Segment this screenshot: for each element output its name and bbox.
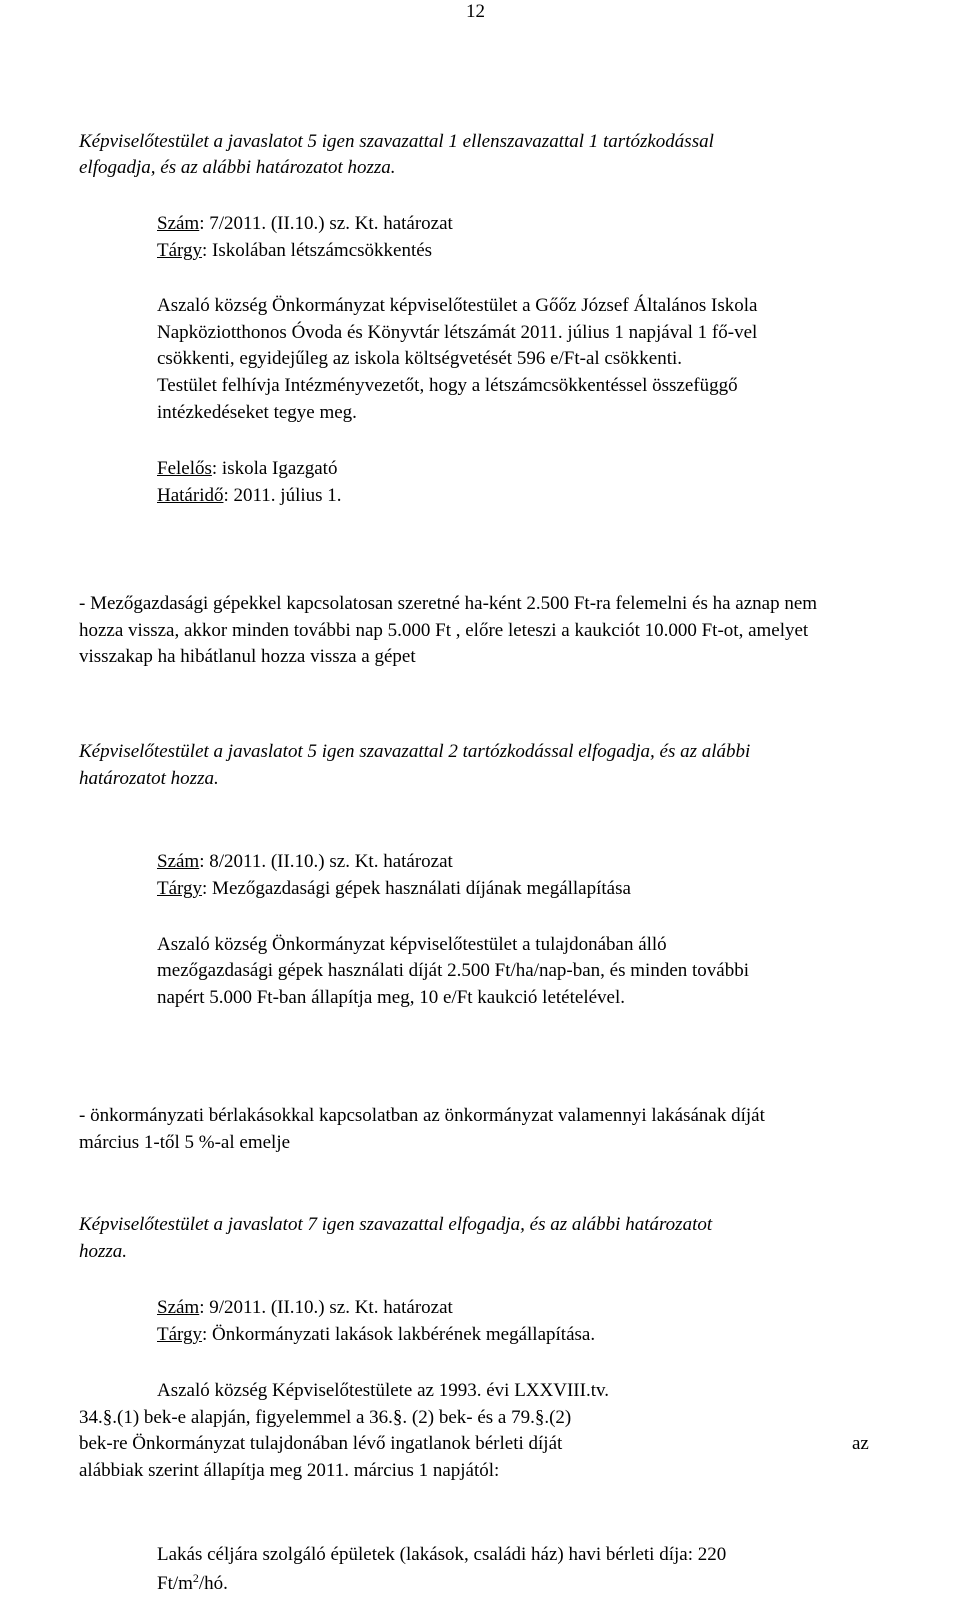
resolution-body-1-line-3: csökkenti, egyidejűleg az iskola költségvetését 596 e/Ft-al csökkenti.: [157, 348, 683, 369]
paragraph-housing-line-2: március 1-től 5 %-al emelje: [79, 1132, 291, 1153]
resolution-subject-2: Tárgy: Mezőgazdasági gépek használati díjának megállapítása: [157, 878, 631, 899]
paragraph-machines-line-1: - Mezőgazdasági gépekkel kapcsolatosan szeretné ha-ként 2.500 Ft-ra felemelni és ha aznap nem: [79, 593, 818, 614]
resolution-number-2: Szám: 8/2011. (II.10.) sz. Kt. határozat: [157, 851, 453, 872]
hatarido-value: : 2011. július 1.: [223, 485, 342, 506]
superscript-2: 2: [192, 1571, 199, 1585]
resolution-intro-3: Képviselőtestület a javaslatot 7 igen szavazattal elfogadja, és az alábbi határozatot: [79, 1214, 713, 1235]
resolution-body-2-line-2: mezőgazdasági gépek használati díját 2.500 Ft/ha/nap-ban, és minden további: [157, 960, 749, 981]
resolution-body-1-line-5: intézkedéseket tegye meg.: [157, 402, 357, 423]
resolution-body-1-line-2: Napköziotthonos Óvoda és Könyvtár létszámát 2011. július 1 napjával 1 fő-vel: [157, 322, 758, 343]
targy-value: : Iskolában létszámcsökkentés: [202, 240, 433, 261]
szam-value: : 7/2011. (II.10.) sz. Kt. határozat: [199, 213, 453, 234]
resolution-subject-3: Tárgy: Önkormányzati lakások lakbérének megállapítása.: [157, 1324, 596, 1345]
resolution-intro-1-line-2: elfogadja, és az alábbi határozatot hozza.: [79, 157, 396, 178]
resolution-body-1-line-4: Testület felhívja Intézményvezetőt, hogy a létszámcsökkentéssel összefüggő: [157, 375, 738, 396]
paragraph-machines-line-3: visszakap ha hibátlanul hozza vissza a gépet: [79, 646, 416, 667]
resolution-body-2-line-1: Aszaló község Önkormányzat képviselőtestület a tulajdonában álló: [157, 934, 667, 955]
resolution-intro-3-cont: hozza.: [79, 1241, 128, 1262]
targy-label: Tárgy: [157, 240, 203, 261]
resolution-number-3: Szám: 9/2011. (II.10.) sz. Kt. határozat: [157, 1297, 453, 1318]
resolution-body-1-line-1: Aszaló község Önkormányzat képviselőtestület a Gőőz József Általános Iskola: [157, 295, 758, 316]
resolution-body-3-line-2: 34.§.(1) bek-e alapján, figyelemmel a 36.§. (2) bek- és a 79.§.(2): [79, 1407, 572, 1428]
resolution-intro-1: [79, 131, 714, 153]
resolution-body-3-line-4: alábbiak szerint állapítja meg 2011. március 1 napjától:: [79, 1460, 500, 1481]
szam-label: Szám: [157, 213, 200, 234]
paragraph-housing-line-1: - önkormányzati bérlakásokkal kapcsolatban az önkormányzat valamennyi lakásának díját: [79, 1105, 765, 1126]
resolution-intro-1-line-1: Képviselőtestület a javaslatot 5 igen szavazattal 1 ellenszavazattal 1 tartózkodással: [79, 131, 714, 152]
resolution-intro-2-cont: határozatot hozza.: [79, 768, 219, 789]
felelos-label: Felelős: [157, 458, 212, 479]
resolution-subject-1: [157, 240, 432, 262]
paragraph-machines-line-2: hozza vissza, akkor minden további nap 5.000 Ft , előre leteszi a kaukciót 10.000 Ft-ot, amelyet: [79, 620, 809, 641]
rent-line-1: Lakás céljára szolgáló épületek (lakások, családi ház) havi bérleti díja: 220: [157, 1544, 727, 1565]
rent-line-2: $Ft/m^2/hó$.: [157, 1571, 228, 1594]
hatarido-label: Határidő: [157, 485, 224, 506]
resolution-body-3-line-3-right: az: [852, 1433, 869, 1454]
resolution-number-1: [157, 213, 453, 235]
felelos-value: : iskola Igazgató: [211, 458, 338, 479]
page-number: 12: [466, 1, 485, 22]
resolution-intro-2: Képviselőtestület a javaslatot 5 igen szavazattal 2 tartózkodással elfogadja, és az alábbi: [79, 741, 751, 762]
deadline-line: [157, 485, 342, 507]
resolution-intro-1-cont: [79, 157, 396, 179]
resolution-body-3-line-3: bek-re Önkormányzat tulajdonában lévő ingatlanok bérleti díját: [79, 1433, 563, 1454]
resolution-body-2-line-3: napért 5.000 Ft-ban állapítja meg, 10 e/Ft kaukció letételével.: [157, 987, 625, 1008]
responsible-line: [157, 458, 337, 480]
resolution-body-3-line-1: Aszaló község Képviselőtestülete az 1993. évi LXXVIII.tv.: [157, 1380, 609, 1401]
